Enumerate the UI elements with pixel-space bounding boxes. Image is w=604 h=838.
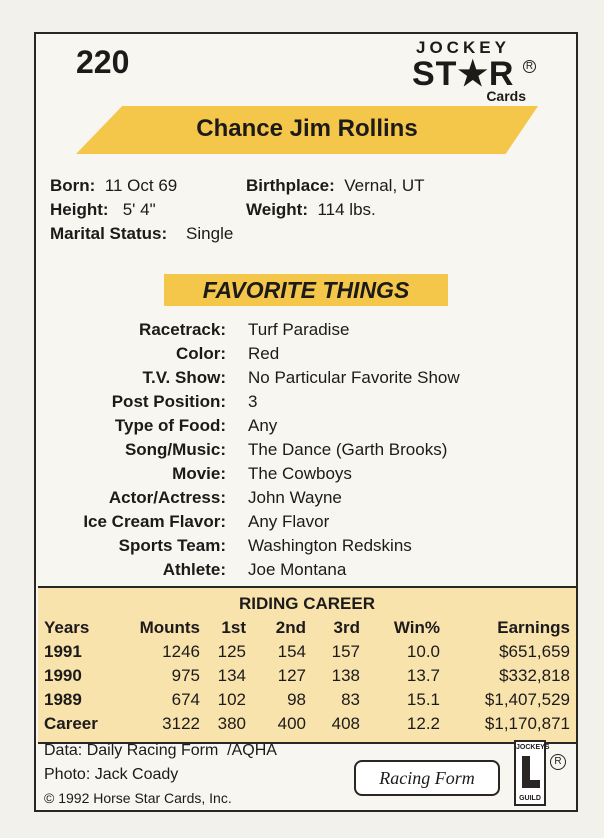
- favorites-title: FAVORITE THINGS: [202, 277, 410, 303]
- favorite-item: Movie: The Cowboys: [172, 464, 352, 483]
- credit-photo: Photo: Jack Coady: [44, 766, 179, 783]
- career-title: RIDING CAREER: [238, 594, 375, 613]
- logo-jockey-text: JOCKEY: [416, 38, 510, 57]
- favorite-item: Ice Cream Flavor: Any Flavor: [83, 512, 330, 531]
- card-number: 220: [76, 44, 130, 80]
- riding-career-section: [38, 586, 576, 744]
- logo-cards-text: Cards: [486, 88, 526, 104]
- career-header-row: Years Mounts 1st 2nd 3rd Win% Earnings: [44, 618, 570, 637]
- trading-card-back: [34, 32, 578, 812]
- registered-mark-icon: R: [523, 60, 536, 73]
- career-row: 1991 1246 125 154 157 10.0 $651,659: [44, 642, 570, 661]
- favorite-item: Song/Music: The Dance (Garth Brooks): [124, 440, 448, 459]
- favorite-item: Racetrack: Turf Paradise: [139, 320, 350, 339]
- favorite-item: Athlete: Joe Montana: [162, 560, 347, 579]
- jockeys-guild-logo: JOCKEYS GUILD: [514, 740, 546, 806]
- bio-born: Born: 11 Oct 69: [50, 176, 178, 195]
- bio-weight: Weight: 114 lbs.: [246, 200, 376, 219]
- favorite-item: Sports Team: Washington Redskins: [118, 536, 412, 555]
- career-row-total: Career 3122 380 400 408 12.2 $1,170,871: [44, 714, 570, 733]
- registered-mark-icon: R: [550, 754, 566, 770]
- jockey-star-cards-logo: [412, 38, 536, 104]
- daily-racing-form-logo: Racing Form: [354, 760, 500, 796]
- career-row: 1989 674 102 98 83 15.1 $1,407,529: [44, 690, 570, 709]
- favorite-item: Actor/Actress: John Wayne: [108, 488, 342, 507]
- favorite-item: T.V. Show: No Particular Favorite Show: [142, 368, 460, 387]
- career-table: [38, 618, 576, 738]
- favorite-item: Color: Red: [175, 344, 280, 363]
- bio-height: Height: 5' 4": [50, 200, 156, 219]
- bio-birthplace: Birthplace: Vernal, UT: [246, 176, 425, 195]
- copyright: © 1992 Horse Star Cards, Inc.: [44, 790, 232, 806]
- career-row: 1990 975 134 127 138 13.7 $332,818: [44, 666, 570, 685]
- favorite-item: Type of Food: Any: [114, 416, 278, 435]
- logo-star-text: ST★R: [412, 55, 515, 93]
- credit-aqha: /AQHA: [227, 742, 277, 759]
- jockey-name: Chance Jim Rollins: [196, 115, 418, 142]
- bio-marital-status: Marital Status: Single: [50, 224, 234, 243]
- credit-data: Data: Daily Racing Form /AQHA: [44, 742, 277, 759]
- favorite-item: Post Position: 3: [111, 392, 258, 411]
